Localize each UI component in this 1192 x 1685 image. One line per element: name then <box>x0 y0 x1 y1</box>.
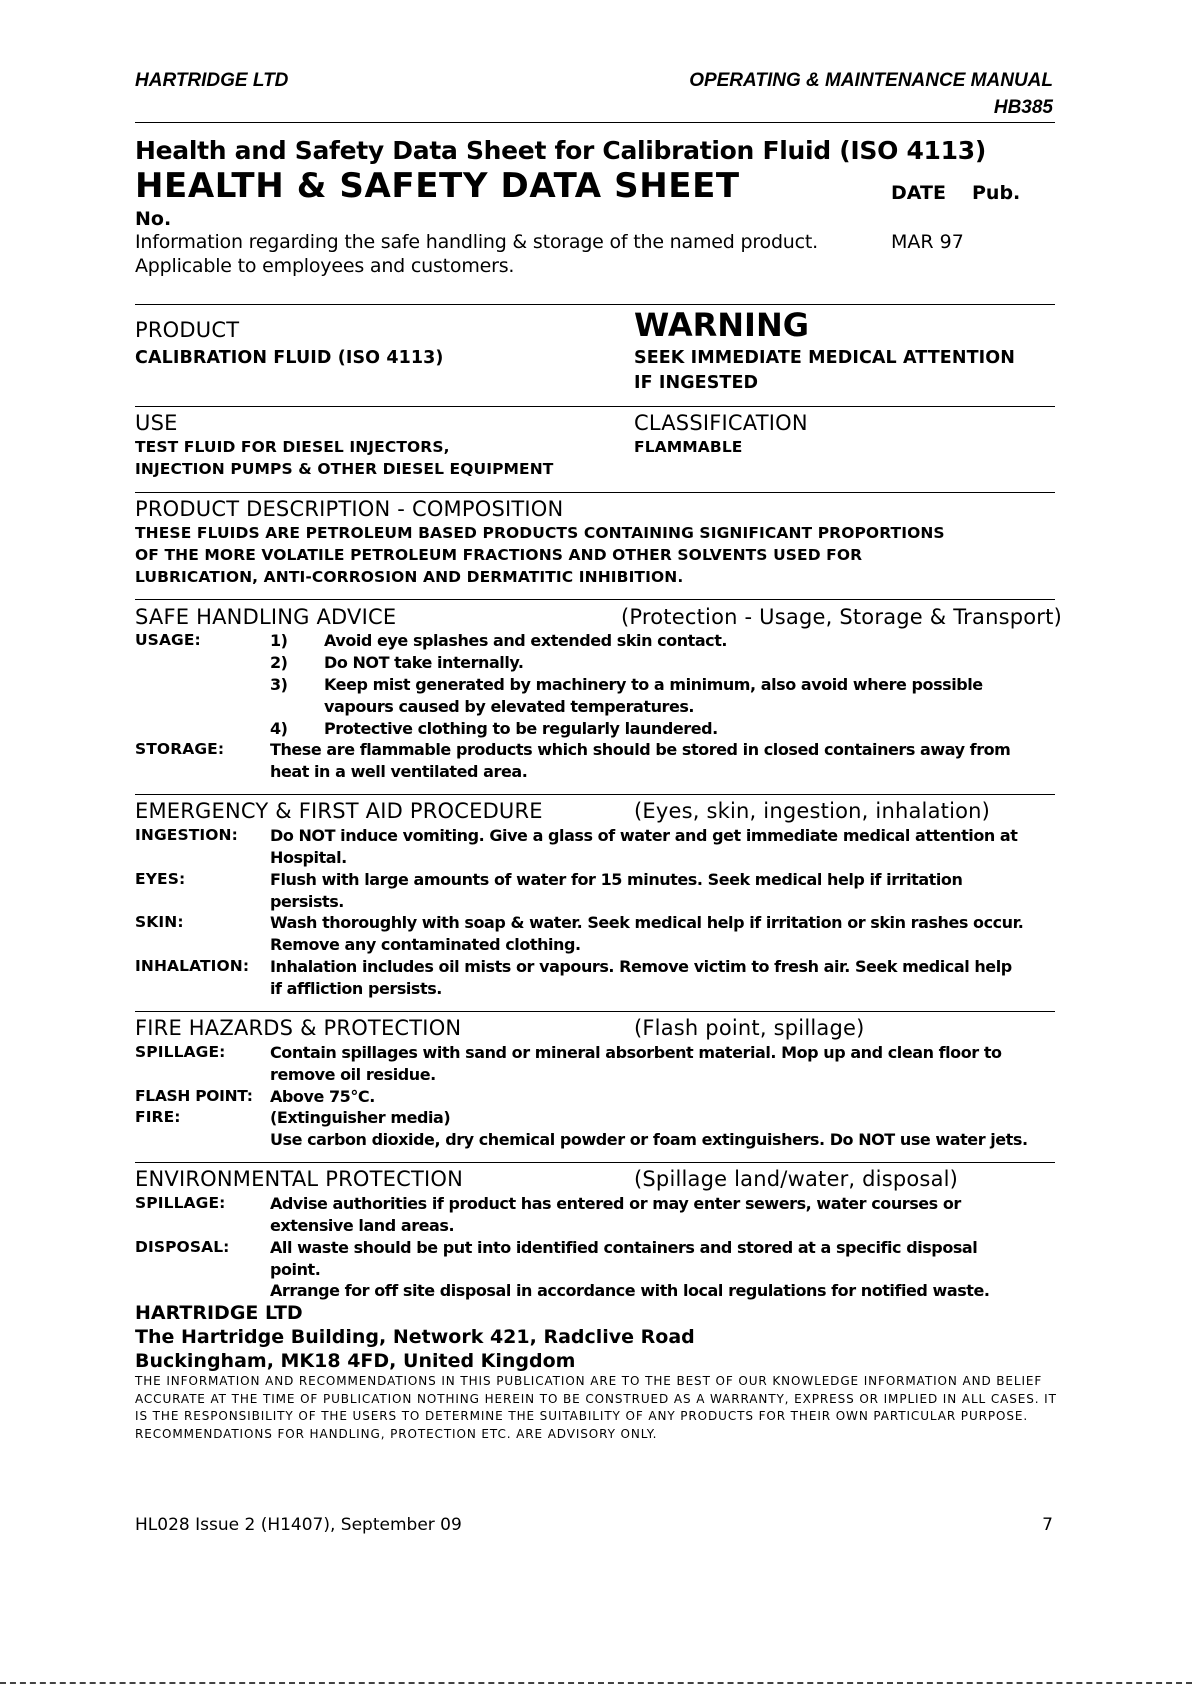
warning-title: WARNING <box>634 306 809 344</box>
skin-line-2: Remove any contaminated clothing. <box>270 935 581 954</box>
composition-line-3: LUBRICATION, ANTI-CORROSION AND DERMATITIC INHIBITION. <box>135 568 684 586</box>
classification-label: CLASSIFICATION <box>634 411 808 435</box>
header-manual-code: HB385 <box>993 97 1053 118</box>
header-divider <box>135 122 1055 123</box>
address-street: The Hartridge Building, Network 421, Radclive Road <box>135 1326 695 1348</box>
usage-label: USAGE: <box>135 631 201 649</box>
disposal-line-1: All waste should be put into identified containers and stored at a specific disposal <box>270 1238 978 1257</box>
warning-line-2: IF INGESTED <box>634 373 759 393</box>
env-spillage-line-1: Advise authorities if product has entered or may enter sewers, water courses or <box>270 1194 961 1213</box>
warning-line-1: SEEK IMMEDIATE MEDICAL ATTENTION <box>634 348 1015 368</box>
divider <box>135 1011 1055 1012</box>
product-label: PRODUCT <box>135 318 240 342</box>
storage-line-1: These are flammable products which should be stored in closed containers away from <box>270 740 1011 759</box>
disposal-line-3: Arrange for off site disposal in accordance with local regulations for notified waste. <box>270 1281 990 1300</box>
composition-line-2: OF THE MORE VOLATILE PETROLEUM FRACTIONS AND OTHER SOLVENTS USED FOR <box>135 546 863 564</box>
eyes-label: EYES: <box>135 870 186 888</box>
ingestion-label: INGESTION: <box>135 826 238 844</box>
disposal-label: DISPOSAL: <box>135 1238 230 1256</box>
usage-number: 1) <box>270 631 288 650</box>
flash-point-value: Above 75°C. <box>270 1087 375 1106</box>
inhalation-line-1: Inhalation includes oil mists or vapours. Remove victim to fresh air. Seek medical help <box>270 957 1012 976</box>
no-label: No. <box>135 208 172 230</box>
environment-label: ENVIRONMENTAL PROTECTION <box>135 1167 464 1191</box>
divider <box>135 492 1055 493</box>
eyes-line-1: Flush with large amounts of water for 15 minutes. Seek medical help if irritation <box>270 870 963 889</box>
env-spillage-line-2: extensive land areas. <box>270 1216 455 1235</box>
ingestion-line-1: Do NOT induce vomiting. Give a glass of water and get immediate medical attention at <box>270 826 1018 845</box>
usage-number: 3) <box>270 675 288 694</box>
use-line-1: TEST FLUID FOR DIESEL INJECTORS, <box>135 438 450 456</box>
storage-label: STORAGE: <box>135 740 225 758</box>
ingestion-line-2: Hospital. <box>270 848 347 867</box>
fire-note: (Flash point, spillage) <box>634 1016 865 1040</box>
fire-spillage-label: SPILLAGE: <box>135 1043 226 1061</box>
divider <box>135 304 1055 305</box>
usage-number: 4) <box>270 719 288 738</box>
emergency-note: (Eyes, skin, ingestion, inhalation) <box>634 799 991 823</box>
inhalation-line-2: if affliction persists. <box>270 979 442 998</box>
usage-item: Keep mist generated by machinery to a minimum, also avoid where possible <box>324 675 983 694</box>
handling-label: SAFE HANDLING ADVICE <box>135 605 397 629</box>
page-number: 7 <box>1042 1515 1053 1535</box>
composition-line-1: THESE FLUIDS ARE PETROLEUM BASED PRODUCTS CONTAINING SIGNIFICANT PROPORTIONS <box>135 524 945 542</box>
usage-item: Do NOT take internally. <box>324 653 524 672</box>
emergency-label: EMERGENCY & FIRST AID PROCEDURE <box>135 799 543 823</box>
divider <box>135 794 1055 795</box>
storage-line-2: heat in a well ventilated area. <box>270 762 528 781</box>
fire-media-line-1: (Extinguisher media) <box>270 1108 451 1127</box>
usage-number: 2) <box>270 653 288 672</box>
disposal-line-2: point. <box>270 1260 321 1279</box>
fire-label: FIRE HAZARDS & PROTECTION <box>135 1016 462 1040</box>
footer-issue: HL028 Issue 2 (H1407), September 09 <box>135 1515 462 1535</box>
divider <box>135 406 1055 407</box>
fire-media-line-2: Use carbon dioxide, dry chemical powder or foam extinguishers. Do NOT use water jets. <box>270 1130 1028 1149</box>
fire-spillage-line-1: Contain spillages with sand or mineral absorbent material. Mop up and clean floor to <box>270 1043 1002 1062</box>
product-value: CALIBRATION FLUID (ISO 4113) <box>135 348 444 368</box>
environment-note: (Spillage land/water, disposal) <box>634 1167 959 1191</box>
usage-item: Protective clothing to be regularly laundered. <box>324 719 718 738</box>
fire-spillage-line-2: remove oil residue. <box>270 1065 436 1084</box>
address-company: HARTRIDGE LTD <box>135 1302 303 1324</box>
date-label: DATE <box>891 182 946 204</box>
usage-item: Avoid eye splashes and extended skin contact. <box>324 631 728 650</box>
divider <box>135 599 1055 600</box>
pub-label: Pub. <box>972 182 1021 204</box>
doc-title: Health and Safety Data Sheet for Calibration Fluid (ISO 4113) <box>135 136 986 165</box>
flash-point-label: FLASH POINT: <box>135 1087 253 1105</box>
info-line-2: Applicable to employees and customers. <box>135 255 515 277</box>
skin-label: SKIN: <box>135 913 184 931</box>
use-line-2: INJECTION PUMPS & OTHER DIESEL EQUIPMENT <box>135 460 554 478</box>
doc-heading: HEALTH & SAFETY DATA SHEET <box>135 166 740 206</box>
address-city: Buckingham, MK18 4FD, United Kingdom <box>135 1350 576 1372</box>
eyes-line-2: persists. <box>270 892 344 911</box>
usage-item: vapours caused by elevated temperatures. <box>324 697 695 716</box>
header-manual-title: OPERATING & MAINTENANCE MANUAL <box>689 70 1053 91</box>
info-line-1: Information regarding the safe handling & storage of the named product. <box>135 231 818 253</box>
header-company: HARTRIDGE LTD <box>135 70 289 91</box>
composition-label: PRODUCT DESCRIPTION - COMPOSITION <box>135 497 564 521</box>
fire-media-label: FIRE: <box>135 1108 181 1126</box>
disclaimer: THE INFORMATION AND RECOMMENDATIONS IN THIS PUBLICATION ARE TO THE BEST OF OUR KNOWLEDGE INFORMATION AND BELIEF ACCURATE AT THE TIME OF PUBLICATION NOTHING HEREIN TO BE CONSTRUED AS A WARRANTY, EXPRESS OR IMPLIED IN ALL CASES. IT IS THE RESPONSIBILITY OF THE USERS TO DETERMINE THE SUITABILITY OF ANY PRODUCTS FOR THEIR OWN PARTICULAR PURPOSE. RECOMMENDATIONS FOR HANDLING, PROTECTION ETC. ARE ADVISORY ONLY. <box>135 1374 1057 1441</box>
handling-note: (Protection - Usage, Storage & Transport) <box>621 605 1062 629</box>
use-label: USE <box>135 411 178 435</box>
page-edge <box>0 1682 1192 1684</box>
divider <box>135 1162 1055 1163</box>
skin-line-1: Wash thoroughly with soap & water. Seek medical help if irritation or skin rashes occur. <box>270 913 1024 932</box>
env-spillage-label: SPILLAGE: <box>135 1194 226 1212</box>
date-value: MAR 97 <box>891 231 964 253</box>
inhalation-label: INHALATION: <box>135 957 250 975</box>
classification-value: FLAMMABLE <box>634 438 743 456</box>
